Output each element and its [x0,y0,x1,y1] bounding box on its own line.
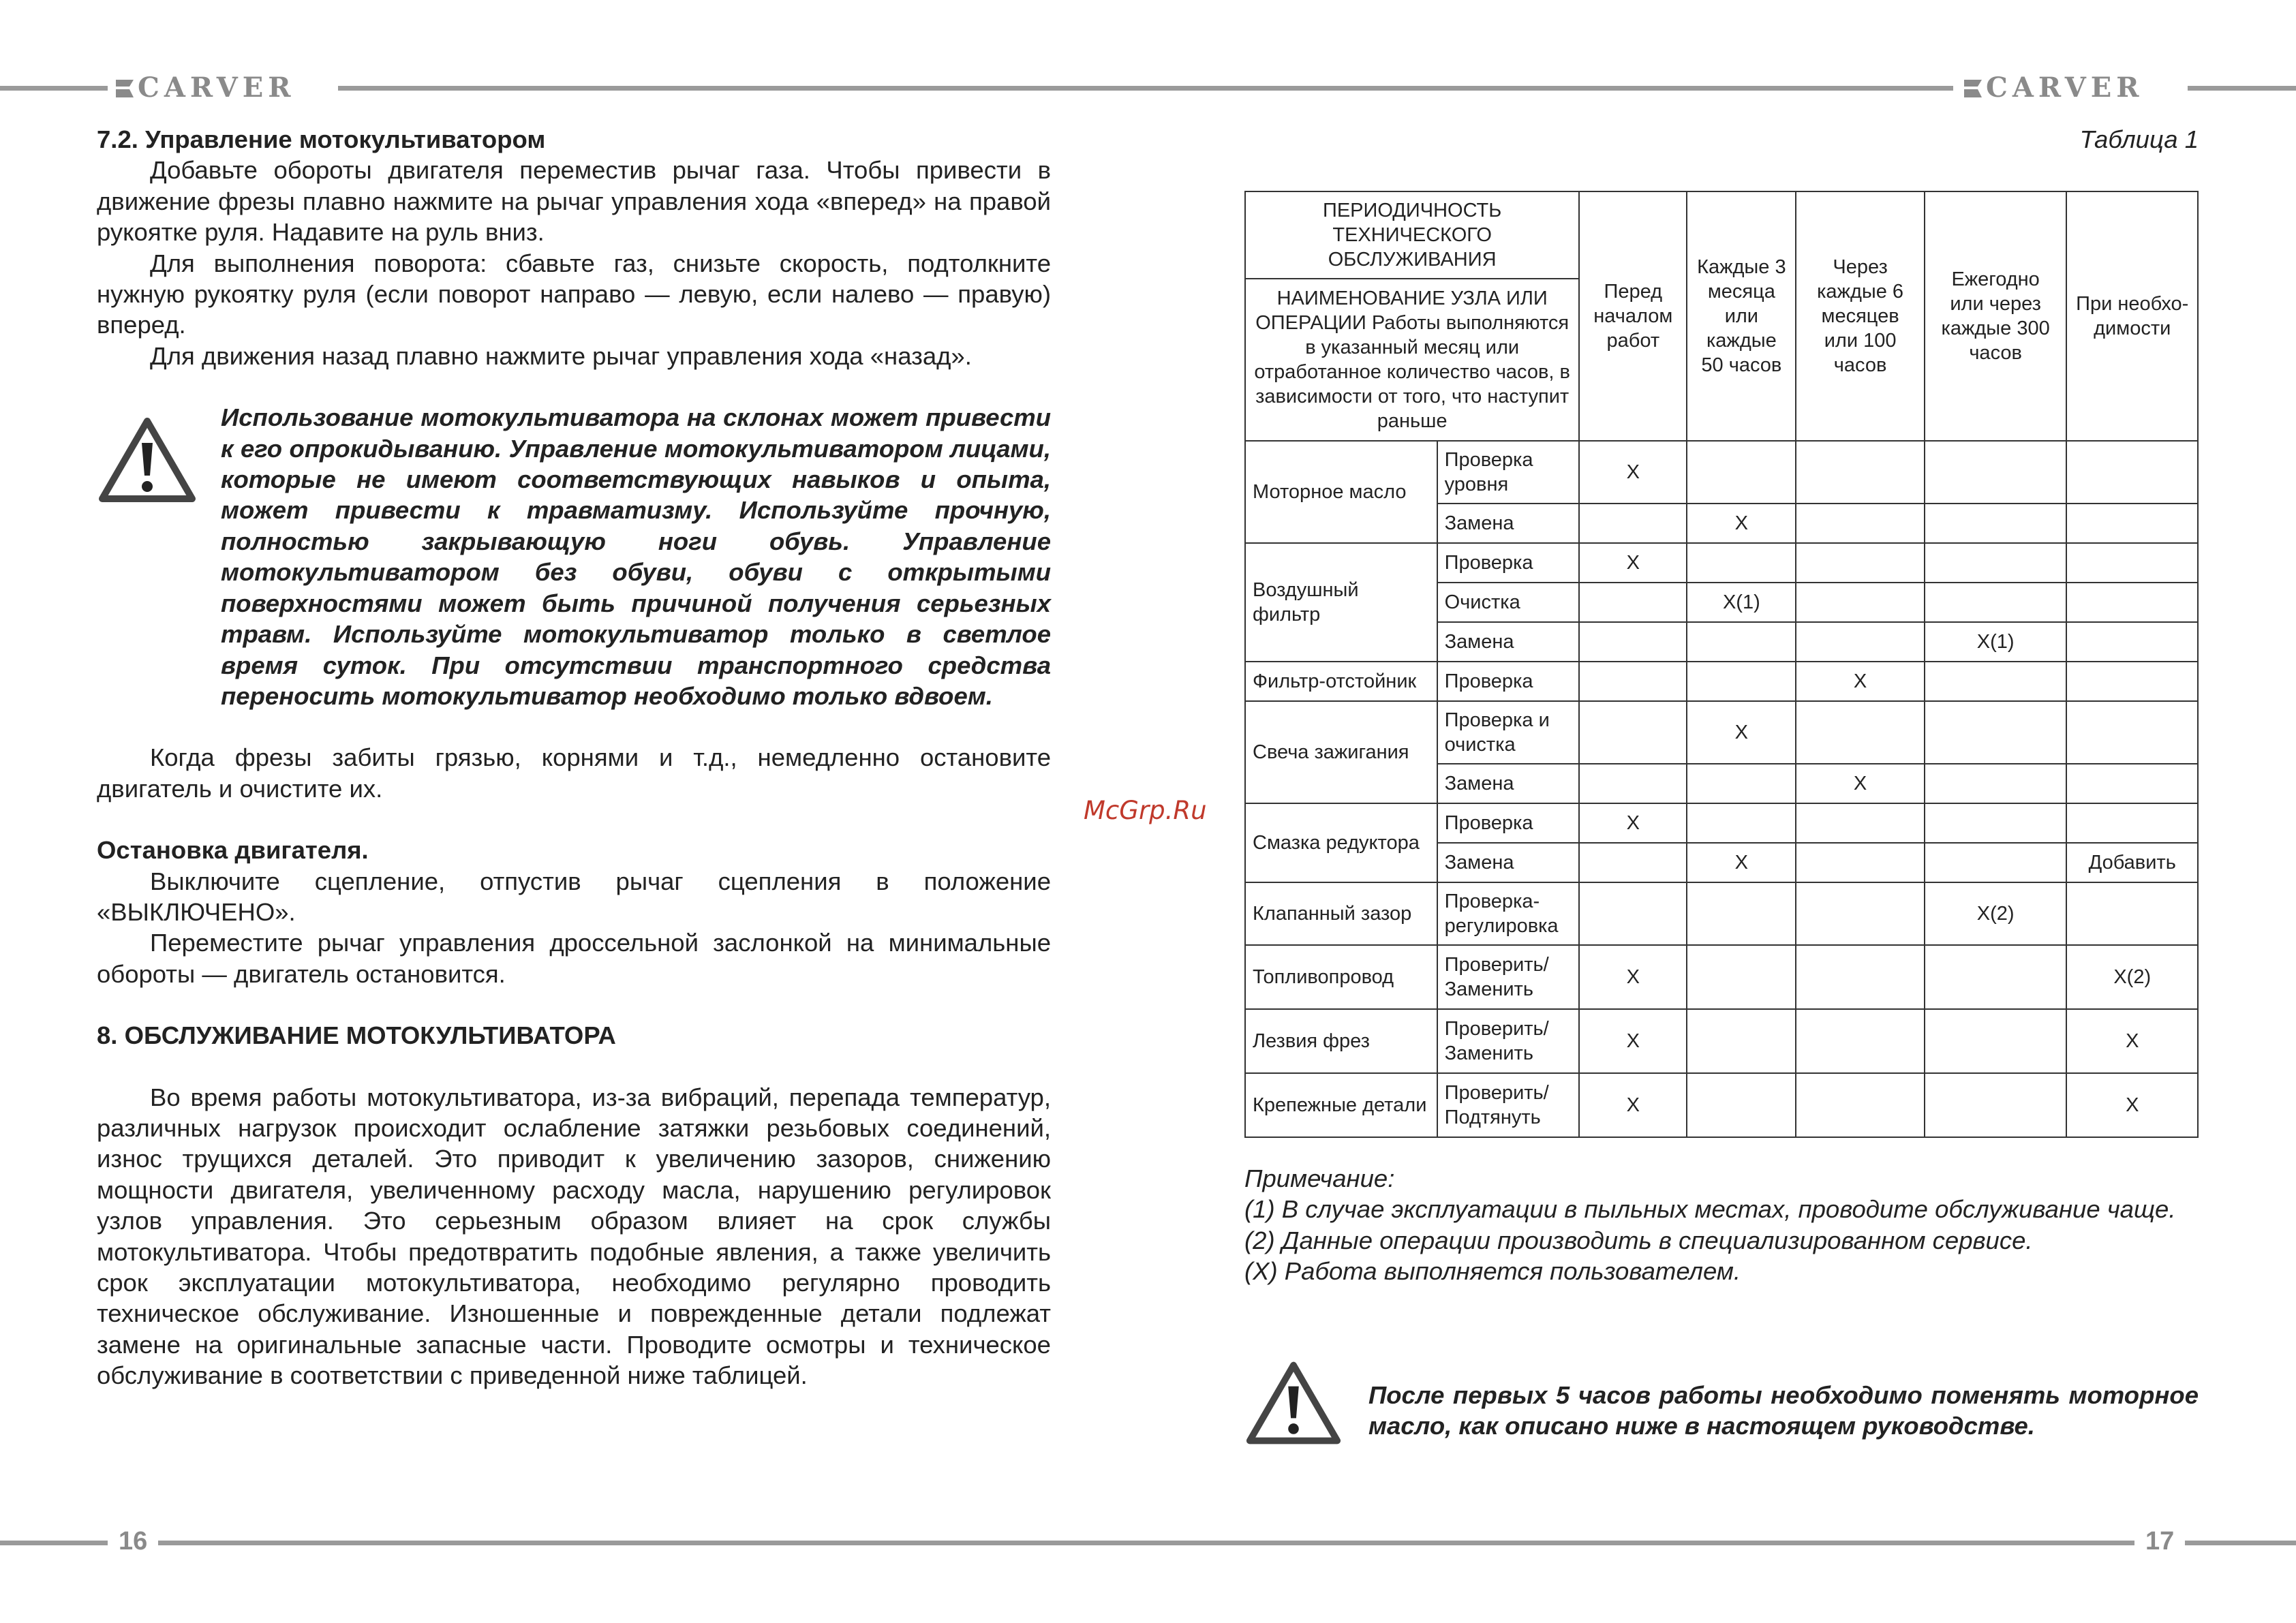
schedule-cell [2066,583,2198,622]
table-caption: Таблица 1 [2079,125,2199,153]
schedule-cell [1687,882,1796,945]
schedule-cell [1687,764,1796,803]
schedule-cell [2066,803,2198,843]
unit-name-cell: Моторное масло [1245,441,1437,543]
table-header-name: НАИМЕНОВАНИЕ УЗЛА ИЛИ ОПЕРАЦИИ Работы выполняются в указанный месяц или отработанное количество часов, в зависимости от того, что наступит раньше [1245,279,1579,441]
carver-mark-icon [116,78,134,99]
schedule-cell [1925,1009,2067,1073]
schedule-cell [2066,504,2198,543]
schedule-cell [1579,843,1687,882]
section-heading-8: 8. ОБСЛУЖИВАНИЕ МОТОКУЛЬТИВАТОРА [97,1021,616,1050]
schedule-cell [2066,882,2198,945]
table-row [1245,1009,2198,1073]
schedule-cell [1579,662,1687,701]
operation-cell: Замена [1437,504,1580,543]
table-header-col: Перед началом работ [1579,191,1687,441]
schedule-cell: X(1) [1925,622,2067,662]
table-header-period: ПЕРИОДИЧНОСТЬ ТЕХНИЧЕСКОГО ОБСЛУЖИВАНИЯ [1245,191,1579,279]
schedule-cell [1687,803,1796,843]
schedule-cell [1925,764,2067,803]
schedule-cell: X [2066,1009,2198,1073]
schedule-cell [1579,764,1687,803]
right-page-column [1244,124,2199,155]
schedule-cell [1687,1073,1796,1137]
schedule-cell [1796,803,1924,843]
paragraph: Для выполнения поворота: сбавьте газ, снизьте скорость, подтолкните нужную рукоятку руля (если поворот направо — левую, если налево — правую) вперед. [97,249,1051,339]
schedule-cell: Добавить [2066,843,2198,882]
paragraph: Переместите рычаг управления дроссельной заслонкой на минимальные обороты — двигатель остановится. [97,929,1051,988]
schedule-cell [1796,945,1924,1009]
maintenance-table [1244,191,2199,1138]
warning-icon [1244,1359,1343,1447]
warning-icon [97,416,198,504]
table-row [1245,543,2198,583]
paragraph: Во время работы мотокультиватора, из-за вибраций, перепада температур, различных нагрузок происходит ослабление затяжки резьбовых соединений, износ трущихся деталей. Это приводит к увеличению зазоров, снижению мощности двигателя, увеличенному расходу масла, нарушению регулировок узлов управления. Это серьезным образом влияет на срок службы мотокультиватора. Чтобы предотвратить подобные явления, а также увеличить срок эксплуатации мотокультиватора, необходимо регулярно проводить техническое обслуживание. Изношенные и поврежденные детали подлежат замене на оригинальные запасные части. Проводите осмотры и техническое обслуживание в соответствии с приведенной ниже таблицей. [97,1083,1051,1390]
schedule-cell: X [2066,1073,2198,1137]
operation-cell: Проверить/ Заменить [1437,1009,1580,1073]
schedule-cell [1925,701,2067,764]
schedule-cell [1796,882,1924,945]
note-2: (2) Данные операции производить в специализированном сервисе. [1244,1226,2033,1254]
table-row [1245,441,2198,504]
note-1: (1) В случае эксплуатации в пыльных местах, проводите обслуживание чаще. [1244,1195,2176,1224]
unit-name-cell: Воздушный фильтр [1245,543,1437,662]
schedule-cell [2066,764,2198,803]
schedule-cell: X [1579,441,1687,504]
footer-rule-right [2185,1541,2296,1545]
table-row [1245,1073,2198,1137]
unit-name-cell: Топливопровод [1245,945,1437,1009]
table-row [1245,662,2198,701]
operation-cell: Замена [1437,622,1580,662]
warning-block [97,402,1051,711]
schedule-cell [1925,441,2067,504]
table-header-col: Каждые 3 месяца или каждые 50 часов [1687,191,1796,441]
operation-cell: Проверка и очистка [1437,701,1580,764]
schedule-cell: X [1687,701,1796,764]
schedule-cell [1796,441,1924,504]
schedule-cell: X [1579,945,1687,1009]
operation-cell: Проверка [1437,543,1580,583]
left-page-column [97,124,1051,1391]
schedule-cell [2066,662,2198,701]
operation-cell: Замена [1437,843,1580,882]
operation-cell: Проверить/ Подтянуть [1437,1073,1580,1137]
operation-cell: Очистка [1437,583,1580,622]
table-notes [1244,1163,2199,1287]
warning-text: Использование мотокультиватора на склонах может привести к его опрокидыванию. Управление мотокультиватором лицами, которые не имеют соответствующих навыков и опыта, может привести к травматизму. Используйте прочную, полностью закрывающую ноги обувь. Управление мотокультиватором без обуви, обуви с открытыми поверхностями может быть причиной получения серьезных травм. Используйте мотокультиватор только в светлое время суток. При отсутствии транспортного средства переносить мотокультиватор необходимо только вдвоем. [221,403,1051,710]
schedule-cell: X [1687,504,1796,543]
operation-cell: Проверить/ Заменить [1437,945,1580,1009]
schedule-cell [1796,504,1924,543]
schedule-cell [1925,843,2067,882]
footer-rule-left [0,1541,108,1545]
operation-cell: Проверка-регулировка [1437,882,1580,945]
table-header-col: При необхо-димости [2066,191,2198,441]
schedule-cell [1579,504,1687,543]
schedule-cell [1796,622,1924,662]
operation-cell: Проверка [1437,662,1580,701]
schedule-cell [1925,1073,2067,1137]
schedule-cell: X(2) [1925,882,2067,945]
schedule-cell [1925,662,2067,701]
schedule-cell [1579,882,1687,945]
unit-name-cell: Крепежные детали [1245,1073,1437,1137]
operation-cell: Проверка уровня [1437,441,1580,504]
unit-name-cell: Смазка редуктора [1245,803,1437,882]
schedule-cell [1796,543,1924,583]
warning-block-oil [1244,1359,2199,1442]
carver-logo-right: CARVER [1964,72,2143,104]
note-title: Примечание: [1244,1164,1395,1192]
schedule-cell [1796,1009,1924,1073]
unit-name-cell: Клапанный зазор [1245,882,1437,945]
header-rule-left-long [338,86,1953,91]
schedule-cell [2066,441,2198,504]
operation-cell: Замена [1437,764,1580,803]
table-row [1245,945,2198,1009]
operation-cell: Проверка [1437,803,1580,843]
unit-name-cell: Фильтр-отстойник [1245,662,1437,701]
schedule-cell [1925,543,2067,583]
schedule-cell [1796,843,1924,882]
paragraph: Добавьте обороты двигателя переместив рычаг газа. Чтобы привести в движение фрезы плавно нажмите на рычаг управления хода «вперед» на правой рукоятке руля. Надавите на руль вниз. [97,156,1051,247]
schedule-cell [1687,543,1796,583]
table-header-col: Ежегодно или через каждые 300 часов [1925,191,2067,441]
schedule-cell [1796,1073,1924,1137]
schedule-cell [1925,803,2067,843]
schedule-cell [1687,945,1796,1009]
carver-logo-left: CARVER [116,72,295,104]
table-row [1245,803,2198,843]
schedule-cell: X [1579,803,1687,843]
schedule-cell: X [1796,764,1924,803]
unit-name-cell: Лезвия фрез [1245,1009,1437,1073]
page-number-left: 16 [119,1527,148,1556]
schedule-cell [1579,622,1687,662]
page-number-right: 17 [2145,1527,2175,1556]
watermark: McGrp.Ru [1084,796,1207,825]
schedule-cell: X [1796,662,1924,701]
schedule-cell [1579,583,1687,622]
schedule-cell: X [1579,1009,1687,1073]
table-row [1245,701,2198,764]
warning-text: После первых 5 часов работы необходимо поменять моторное масло, как описано ниже в настоящем руководстве. [1368,1381,2199,1440]
schedule-cell [2066,701,2198,764]
schedule-cell: X [1579,1073,1687,1137]
section-heading-7-2: 7.2. Управление мотокультиватором [97,125,546,153]
schedule-cell [1687,662,1796,701]
schedule-cell [1687,622,1796,662]
schedule-cell [1925,504,2067,543]
table-row [1245,882,2198,945]
unit-name-cell: Свеча зажигания [1245,701,1437,803]
paragraph: Когда фрезы забиты грязью, корнями и т.д., немедленно остановите двигатель и очистите их. [97,743,1051,803]
note-x: (X) Работа выполняется пользователем. [1244,1257,1741,1286]
schedule-cell [2066,543,2198,583]
schedule-cell [1687,1009,1796,1073]
schedule-cell [1796,583,1924,622]
paragraph: Для движения назад плавно нажмите рычаг управления хода «назад». [150,341,972,370]
schedule-cell: X(2) [2066,945,2198,1009]
section-heading-stop: Остановка двигателя. [97,836,369,865]
header-rule-right [2188,86,2296,91]
paragraph: Выключите сцепление, отпустив рычаг сцепления в положение «ВЫКЛЮЧЕНО». [97,867,1051,926]
table-header-col: Через каждые 6 месяцев или 100 часов [1796,191,1924,441]
schedule-cell [1579,701,1687,764]
carver-mark-icon [1964,78,1982,99]
schedule-cell [1925,945,2067,1009]
schedule-cell [1925,583,2067,622]
schedule-cell: X(1) [1687,583,1796,622]
footer-rule-center [158,1541,2134,1545]
schedule-cell: X [1687,843,1796,882]
schedule-cell [2066,622,2198,662]
schedule-cell [1796,701,1924,764]
schedule-cell [1687,441,1796,504]
schedule-cell: X [1579,543,1687,583]
header-rule-left [0,86,108,91]
